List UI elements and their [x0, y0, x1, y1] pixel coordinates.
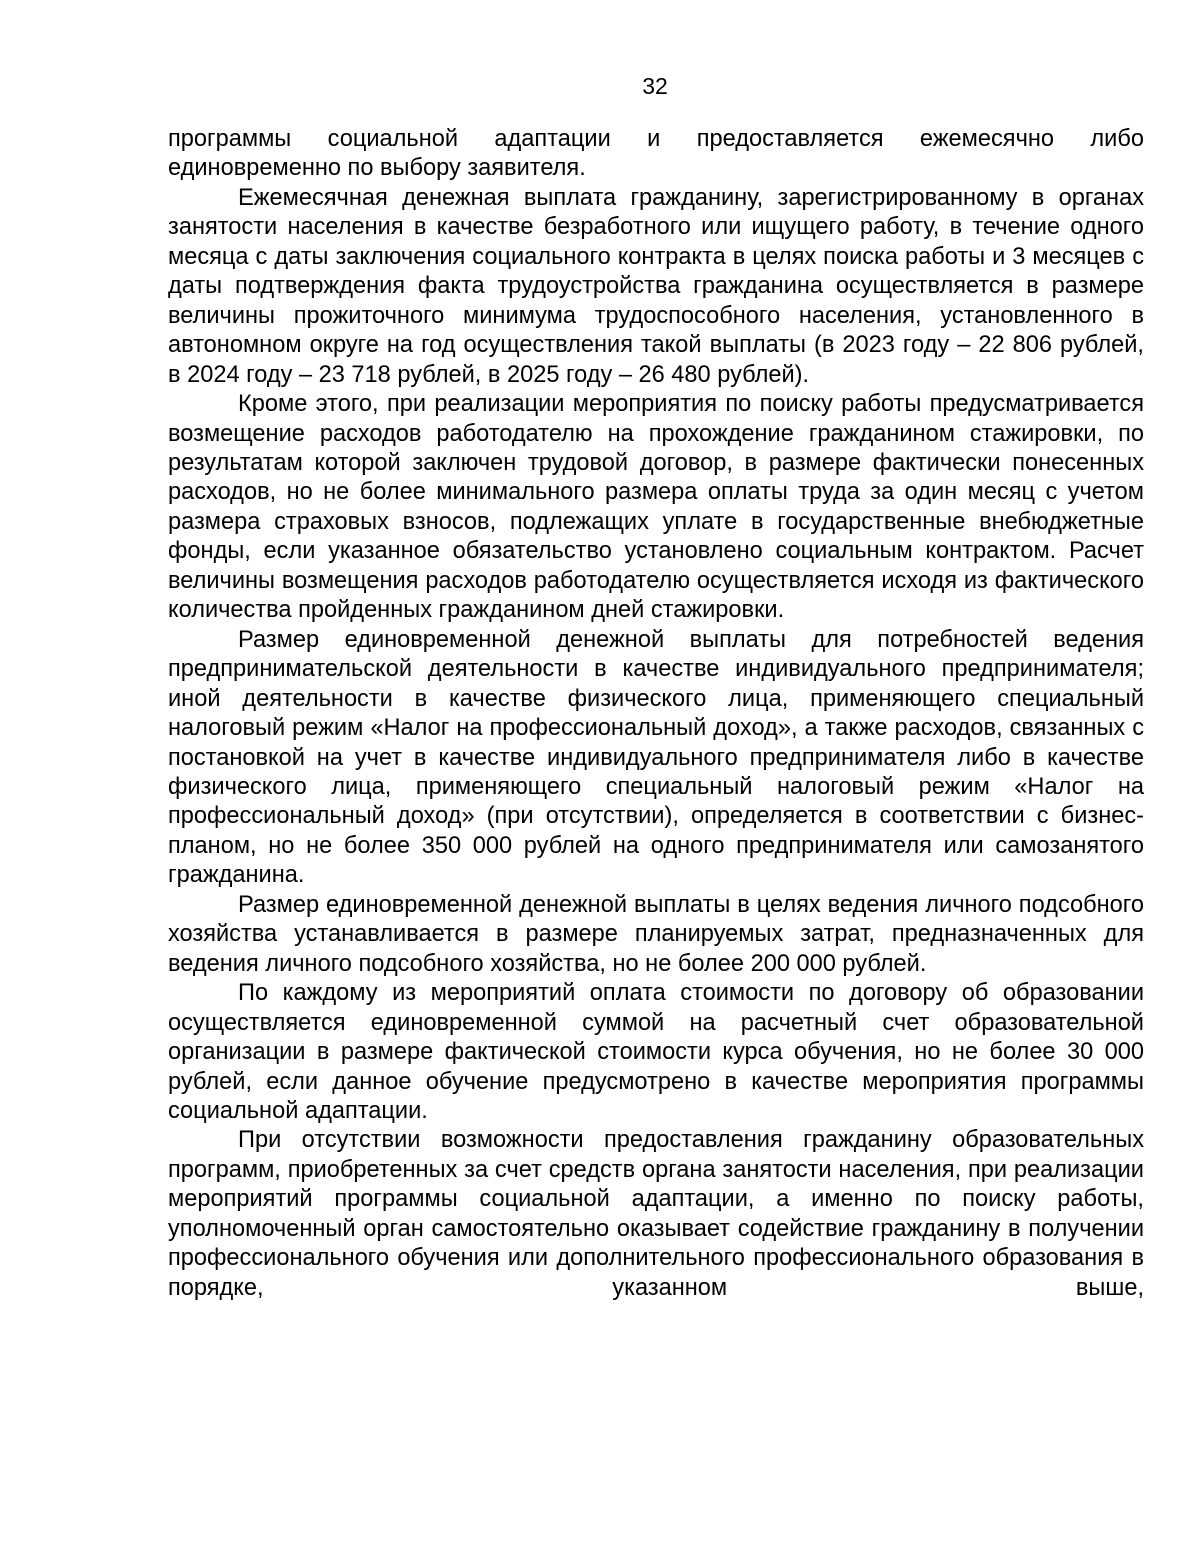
paragraph-6: По каждому из мероприятий оплата стоимости по договору об образовании осуществляется единовременной суммой на расчетный счет образовательной организации в размере фактической стоимости курса обучения, но не более 30 000 рублей, если данное обучение предусмотрено в качестве мероприятия программы социальной адаптации.: [168, 980, 1144, 1124]
paragraph-2: Ежемесячная денежная выплата гражданину, зарегистрированному в органах занятости населения в качестве безработного или ищущего работу, в течение одного месяца с даты заключения социального контракта в целях поиска работы и 3 месяцев с даты подтверждения факта трудоустройства гражданина осуществляется в размере величины прожиточного минимума трудоспособного населения, установленного в автономном округе на год осуществления такой выплаты (в 2023 году – 22 806 рублей, в 2024 году – 23 718 рублей, в 2025 году – 26 480 рублей).: [168, 184, 1144, 388]
paragraph-7: При отсутствии возможности предоставления гражданину образовательных программ, приобретенных за счет средств органа занятости населения, при реализации мероприятий программы социальной адаптации, а именно по поиску работы, уполномоченный орган самостоятельно оказывает содействие гражданину в получении профессионального обучения или дополнительного профессионального образования в порядке, указанном выше,: [168, 1127, 1144, 1301]
page-number: 32: [642, 73, 668, 99]
paragraph-3: Кроме этого, при реализации мероприятия по поиску работы предусматривается возмещение расходов работодателю на прохождение гражданином стажировки, по результатам которой заключен трудовой договор, в размере фактически понесенных расходов, но не более минимального размера оплаты труда за один месяц с учетом размера страховых взносов, подлежащих уплате в государственные внебюджетные фонды, если указанное обязательство установлено социальным контрактом. Расчет величины возмещения расходов работодателю осуществляется исходя из фактического количества пройденных гражданином дней стажировки.: [168, 391, 1144, 624]
paragraph-1: программы социальной адаптации и предоставляется ежемесячно либо единовременно по выбору заявителя.: [168, 126, 1144, 182]
paragraph-4: Размер единовременной денежной выплаты для потребностей ведения предпринимательской деятельности в качестве индивидуального предпринимателя; иной деятельности в качестве физического лица, применяющего специальный налоговый режим «Налог на профессиональный доход», а также расходов, связанных с постановкой на учет в качестве индивидуального предпринимателя либо в качестве физического лица, применяющего специальный налоговый режим «Налог на профессиональный доход» (при отсутствии), определяется в соответствии с бизнес-планом, но не более 350 000 рублей на одного предпринимателя или самозанятого гражданина.: [168, 626, 1144, 889]
body-text: [168, 125, 1144, 1303]
paragraph-5: Размер единовременной денежной выплаты в целях ведения личного подсобного хозяйства устанавливается в размере планируемых затрат, предназначенных для ведения личного подсобного хозяйства, но не более 200 000 рублей.: [168, 891, 1144, 977]
